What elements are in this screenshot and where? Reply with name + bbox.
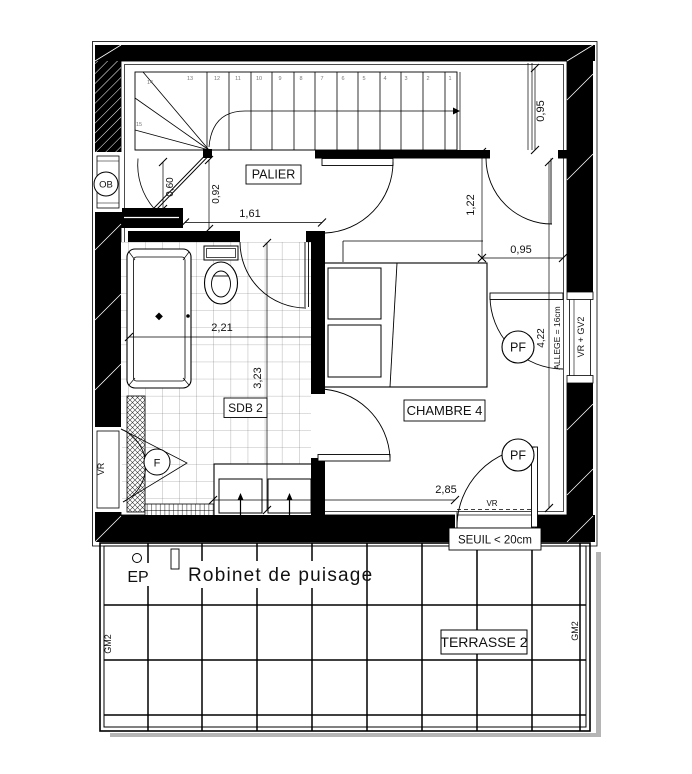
stair-number: 8	[299, 76, 303, 82]
wall-sdb-north	[128, 231, 240, 242]
dim-sdb-length: 3,23	[252, 367, 264, 389]
terrace-shadow-bottom	[110, 733, 601, 737]
dim-room-height: 4,22	[536, 328, 547, 348]
pf-window-leaf	[490, 293, 563, 300]
wall-top	[95, 45, 595, 61]
dim-landing: 0,95	[535, 100, 547, 122]
stair-number: 9	[278, 76, 282, 82]
dim-palier-depth: 0,92	[211, 184, 222, 204]
dim-door-width: 0,60	[165, 177, 176, 197]
wall-left-upper	[95, 61, 121, 152]
bed	[323, 241, 487, 387]
stair-number: 4	[383, 76, 387, 82]
vr-door-label: VR	[486, 499, 498, 508]
wall-stair-south	[315, 150, 490, 159]
allege-label: ALLEGE = 16cm	[552, 306, 562, 370]
dim-sdb-width: 2,21	[211, 322, 233, 334]
bathtub	[127, 249, 191, 388]
stair-number: 14	[146, 80, 154, 86]
pf-window-label: PF	[510, 340, 526, 355]
vr-gv2-label: VR + GV2	[576, 316, 586, 358]
double-washbasin	[214, 464, 318, 516]
stair-number: 11	[235, 76, 241, 82]
stair-number: 6	[341, 76, 345, 82]
stair-number: 12	[213, 76, 221, 82]
room-label-palier: PALIER	[251, 167, 296, 182]
robinet-valve-icon	[171, 549, 179, 569]
room-label-chambre: CHAMBRE 4	[406, 403, 483, 418]
room-label-terrasse: TERRASSE 2	[440, 634, 528, 650]
dim-bed-offset: 0,95	[510, 244, 532, 256]
wall-bottom-left	[95, 515, 457, 542]
room-label-sdb: SDB 2	[228, 401, 263, 415]
dim-palier-width: 1,61	[239, 208, 261, 220]
radiator-vertical	[127, 396, 145, 512]
stair-number: 2	[426, 76, 430, 82]
robinet-label: Robinet de puisage	[188, 565, 374, 586]
dim-entry: 1,22	[465, 194, 477, 216]
stair-number: 10	[255, 76, 263, 82]
wall-bottom-right	[533, 515, 595, 542]
vr-left-label: VR	[96, 462, 106, 476]
f-label: F	[153, 457, 161, 470]
pf-door-label: PF	[510, 448, 526, 463]
window-ob	[94, 152, 122, 212]
stair-number: 1	[448, 76, 452, 82]
stair-number: 7	[320, 76, 324, 82]
gm2-right-label: GM2	[570, 621, 580, 641]
stair-number: 15	[135, 122, 143, 128]
ep-label: EP	[127, 569, 149, 586]
ob-label: OB	[99, 179, 113, 191]
wall-left-mid	[95, 212, 121, 427]
seuil-label: SEUIL < 20cm	[457, 534, 533, 547]
dim-room-width: 2,85	[435, 484, 457, 496]
wall-sdb-chambre	[311, 242, 325, 394]
stair-number: 3	[404, 76, 408, 82]
gm2-left-label: GM2	[103, 634, 113, 654]
stair-number: 13	[186, 76, 194, 82]
stair-number: 5	[362, 76, 366, 82]
toilet	[204, 246, 238, 304]
terrace-shadow-right	[596, 552, 601, 737]
